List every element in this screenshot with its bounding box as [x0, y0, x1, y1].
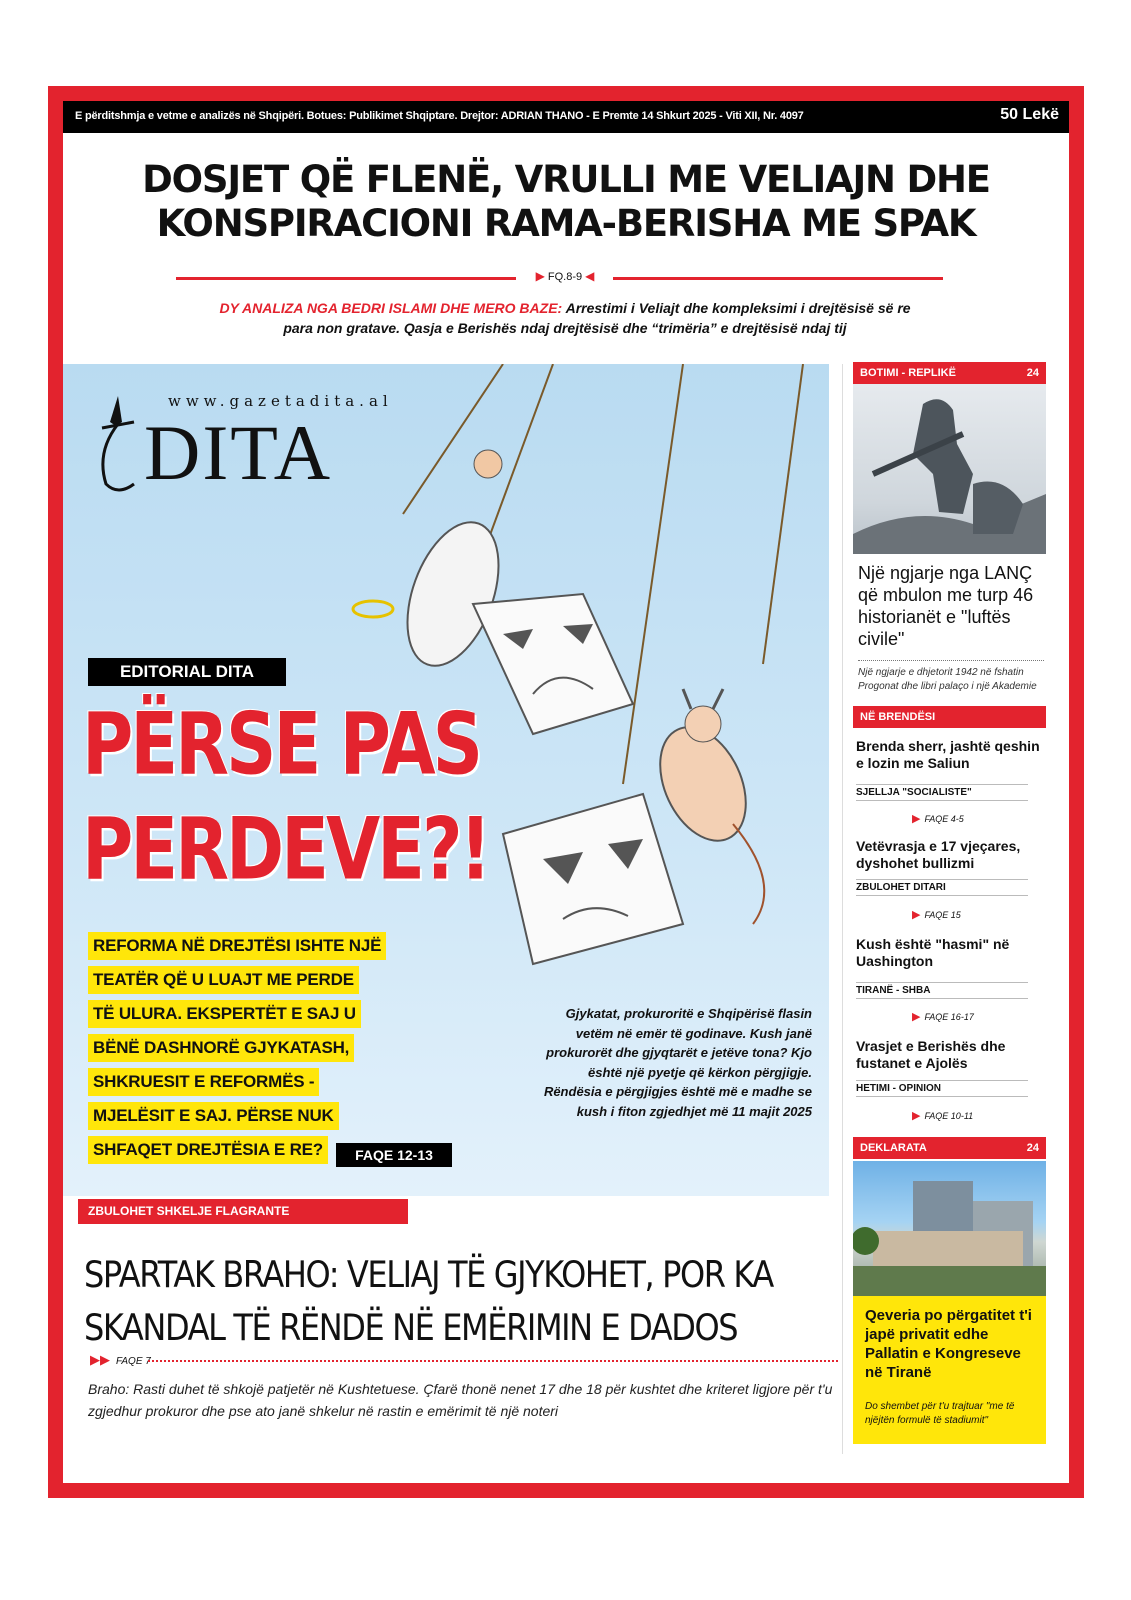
brief-page-label: FAQE 10-11	[924, 1111, 974, 1121]
arrow-right-icon: ▶	[912, 1011, 921, 1023]
arrow-left-icon: ◀	[585, 269, 595, 283]
brief-page[interactable]	[912, 1010, 974, 1023]
brief-title[interactable]: Kush është "hasmi" në Uashington	[856, 936, 1010, 969]
bottom-headline[interactable]	[84, 1248, 844, 1354]
highlight-line: MJELËSIT E SAJ. PËRSE NUK	[88, 1102, 339, 1130]
section-botimi-page: 24	[1026, 367, 1039, 379]
lead-subtitle	[120, 298, 1010, 338]
brief-page[interactable]	[912, 908, 961, 921]
section-brendesi-label: NË BRENDËSI	[860, 711, 936, 723]
brief-category: SJELLJA "SOCIALISTE"	[856, 784, 1028, 801]
brief-page-label: FAQE 4-5	[924, 814, 964, 824]
arrow-right-icon: ▶	[912, 1110, 921, 1122]
lead-sub-authors: DY ANALIZA NGA BEDRI ISLAMI DHE MERO BAZE:	[219, 300, 563, 316]
dotted-rule	[148, 1360, 838, 1362]
partisan-monument-image	[853, 384, 1046, 554]
editorial-title-line-2: PERDEVE?!	[82, 799, 489, 900]
highlight-line: BËNË DASHNORË GJYKATASH,	[88, 1034, 354, 1062]
lead-headline-line-2: KONSPIRACIONI RAMA-BERISHA ME SPAK	[156, 202, 976, 245]
brief-page[interactable]	[912, 812, 964, 825]
editorial-title[interactable]	[82, 692, 542, 902]
section-botimi-label: BOTIMI - REPLIKË	[860, 367, 956, 379]
brief-title[interactable]: Vetëvrasja e 17 vjeçares, dyshohet bullizmi	[856, 838, 1021, 871]
dotted-divider	[858, 660, 1044, 661]
deklarata-title: Qeveria po përgatitet t'i japë privatit edhe Pallatin e Kongreseve në Tiranë	[865, 1307, 1032, 1381]
lead-page-ref[interactable]	[520, 269, 610, 283]
deklarata-box[interactable]	[853, 1296, 1046, 1444]
section-deklarata	[853, 1137, 1046, 1159]
editorial-highlight	[88, 932, 458, 1170]
highlight-line: SHFAQET DREJTËSIA E RE?	[88, 1136, 328, 1164]
highlight-line: SHKRUESIT E REFORMËS -	[88, 1068, 319, 1096]
editorial-tag: EDITORIAL DITA	[88, 658, 286, 686]
bottom-page-label: FAQE 7	[116, 1356, 151, 1367]
bottom-subtitle: Braho: Rasti duhet të shkojë patjetër në Kushtetuese. Çfarë thonë nenet 17 dhe 18 për kushtet dhe kriteret ligjore për t'u zgjedhur prokuror dhe pse ato janë shkelur në rastin e emërimit të një noteri	[88, 1381, 833, 1419]
deklarata-subtitle: Do shembet për t'u trajtuar "me të njëjtën formulë të stadiumit"	[865, 1401, 1015, 1426]
arrow-right-icon: ▶	[912, 909, 921, 921]
rule-right	[613, 277, 943, 280]
statue-photo	[853, 384, 1046, 554]
botimi-subtitle: Një ngjarje e dhjetorit 1942 në fshatin Progonat dhe libri palaço i një Akademie	[858, 667, 1037, 692]
editorial-page-ref[interactable]: FAQE 12-13	[336, 1143, 452, 1167]
bottom-page-ref[interactable]	[90, 1352, 151, 1368]
lead-page-label: FQ.8-9	[547, 271, 583, 283]
highlight-line: TEATËR QË U LUAJT ME PERDE	[88, 966, 359, 994]
arrow-right-icon: ▶	[912, 813, 921, 825]
lead-sub-line-2: para non gratave. Qasja e Berishës ndaj drejtësisë dhe “trimëria” e drejtësisë ndaj tij	[283, 320, 847, 336]
bottom-headline-line-1: SPARTAK BRAHO: VELIAJ TË GJYKOHET, POR KA	[84, 1252, 773, 1297]
highlight-line: TË ULURA. EKSPERTËT E SAJ U	[88, 1000, 361, 1028]
editorial-title-line-1: PËRSE PAS	[82, 694, 481, 795]
dita-logo-icon	[88, 392, 144, 502]
masthead-bar	[63, 101, 1069, 133]
price-label: 50 Lekë	[1000, 106, 1059, 123]
double-arrow-icon: ▶▶	[90, 1352, 110, 1367]
highlight-line: REFORMA NË DREJTËSI ISHTE NJË	[88, 932, 386, 960]
building-image	[853, 1161, 1046, 1296]
masthead-tagline: E përditshmja e vetme e analizës në Shqipëri. Botues: Publikimet Shqiptare. Drejtor: ADRIAN THANO - E Premte 14 Shkurt 2025 - Viti XII, Nr. 4097	[75, 110, 804, 122]
bottom-headline-line-2: SKANDAL TË RËNDË NË EMËRIMIN E DADOS	[84, 1305, 738, 1350]
arrow-right-icon: ▶	[535, 269, 545, 283]
brief-title[interactable]: Vrasjet e Berishës dhe fustanet e Ajolës	[856, 1038, 1006, 1071]
logo-wordmark: DITA	[144, 409, 333, 496]
brief-category: TIRANË - SHBA	[856, 982, 1028, 999]
brief-page-label: FAQE 16-17	[924, 1012, 974, 1022]
lead-headline[interactable]	[63, 158, 1069, 246]
section-botimi	[853, 362, 1046, 384]
brief-page-label: FAQE 15	[924, 910, 961, 920]
section-deklarata-label: DEKLARATA	[860, 1142, 927, 1154]
section-deklarata-page: 24	[1026, 1142, 1039, 1154]
section-brendesi	[853, 706, 1046, 728]
botimi-title[interactable]: Një ngjarje nga LANÇ që mbulon me turp 46 historianët e "luftës civile"	[858, 563, 1034, 649]
logo-url: www.gazetadita.al	[168, 392, 393, 410]
bottom-story-tag: ZBULOHET SHKELJE FLAGRANTE	[78, 1199, 408, 1224]
congress-palace-photo	[853, 1161, 1046, 1296]
brief-category: HETIMI - OPINION	[856, 1080, 1028, 1097]
brief-page[interactable]	[912, 1109, 973, 1122]
lead-headline-line-1: DOSJET QË FLENË, VRULLI ME VELIAJN DHE	[142, 158, 990, 201]
brief-category: ZBULOHET DITARI	[856, 879, 1028, 896]
brief-title[interactable]: Brenda sherr, jashtë qeshin e lozin me Saliun	[856, 738, 1040, 771]
lead-sub-line-1: Arrestimi i Veliajt dhe kompleksimi i drejtësisë së re	[565, 300, 911, 316]
editorial-text: Gjykatat, prokuroritë e Shqipërisë flasin vetëm në emër të godinave. Kush janë prokurorët dhe gjyqtarët e jetëve tona? Kjo është një pyetje që kërkon përgjigje. Rëndësia e përgjigjes është më e madhe se kush i fiton zgjedhjet më 11 majit 2025	[543, 1006, 812, 1119]
rule-left	[176, 277, 516, 280]
